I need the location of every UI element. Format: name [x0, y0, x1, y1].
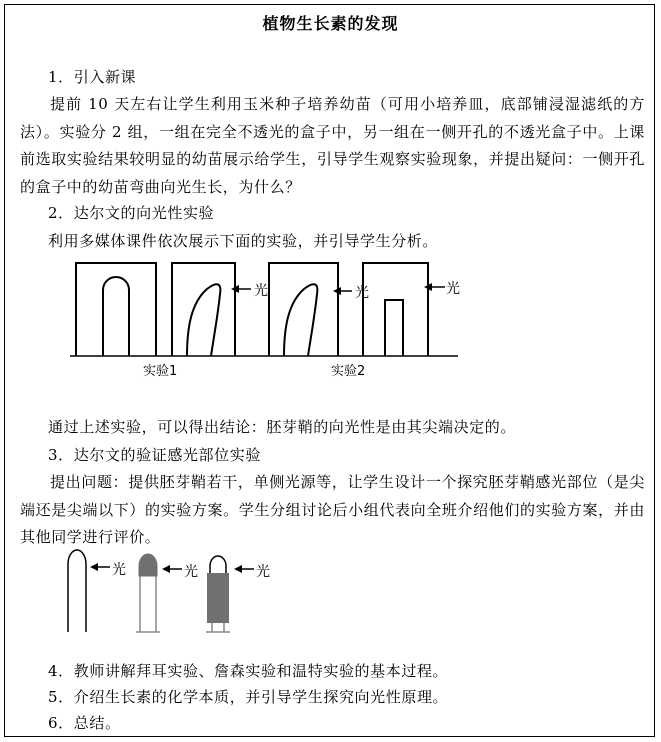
box-3-open: [269, 263, 338, 356]
light-label-c: 光: [256, 564, 270, 580]
sensing-part-figure: [60, 548, 300, 638]
section2-heading: 2．达尔文的向光性实验: [48, 204, 215, 222]
section1-paragraph: 提前 10 天左右让学生利用玉米种子培养幼苗（可用小培养皿，底部铺浸湿滤纸的方法）。实验分 2 组，一组在完全不透光的盒子中，另一组在一侧开孔的不透光盒子中。上课前选取实验结果较明显的幼苗展示给学生，引导学生观察实验现象，并提出疑问：一侧开孔的盒子中的幼苗弯曲向光生长，为什么？: [20, 95, 645, 196]
coleoptile-base-sleeve: [207, 573, 229, 623]
light-label-2: 光: [355, 285, 369, 301]
seedling-decapitated: [385, 300, 403, 356]
experiment2-label: 实验2: [331, 364, 366, 379]
box-4-hole: [363, 263, 428, 356]
seedling-straight: [103, 277, 129, 356]
item-5: 5．介绍生长素的化学本质，并引导学生探究向光性原理。: [48, 688, 449, 706]
section3-heading: 3．达尔文的验证感光部位实验: [48, 446, 261, 464]
seedling-bent-2: [284, 284, 317, 356]
coleoptile-tip-exposed: [210, 556, 226, 574]
coleoptile-tip-cap: [139, 554, 157, 576]
light-label-1: 光: [254, 283, 268, 299]
section2-intro: 利用多媒体课件依次展示下面的实验，并引导学生分析。: [48, 232, 439, 250]
light-label-a: 光: [112, 562, 126, 578]
seedling-bent-1: [187, 284, 220, 356]
page-title: 植物生长素的发现: [262, 14, 399, 33]
item-4: 4．教师讲解拜耳实验、詹森实验和温特实验的基本过程。: [48, 662, 449, 680]
light-label-b: 光: [184, 564, 198, 580]
coleoptile-tip-covered-stem: [140, 574, 156, 632]
darwin-experiment-figure: [70, 258, 460, 383]
box-2-hole: [172, 263, 235, 356]
experiment1-label: 实验1: [143, 364, 178, 379]
coleoptile-intact: [68, 550, 86, 632]
item-6: 6．总结。: [48, 714, 121, 732]
section2-conclusion: 通过上述实验，可以得出结论：胚芽鞘的向光性是由其尖端决定的。: [48, 418, 517, 436]
section1-heading: 1．引入新课: [48, 68, 137, 86]
section3-paragraph: 提出问题：提供胚芽鞘若干，单侧光源等，让学生设计一个探究胚芽鞘感光部位（是尖端还是尖端以下）的实验方案。学生分组讨论后小组代表向全班介绍他们的实验方案，并由其他同学进行评价。: [20, 473, 645, 546]
light-label-3: 光: [446, 281, 460, 297]
